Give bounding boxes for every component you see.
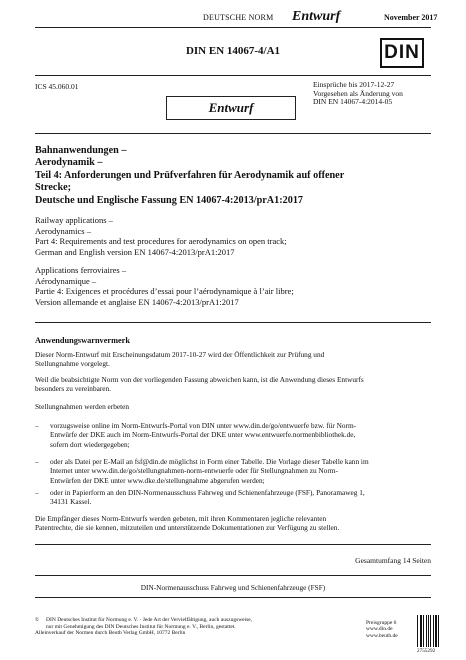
bullet-dash: – bbox=[35, 457, 39, 466]
warning-heading: Anwendungswarnvermerk bbox=[35, 336, 130, 345]
beuth-website: www.beuth.de bbox=[366, 632, 398, 639]
bullet-line: Entwürfe der DKE auch im Norm-Entwurfs-Portal der DKE unter www.entwuerfe.normenbibliothek.de, bbox=[50, 430, 356, 440]
entwurf-box: Entwurf bbox=[166, 96, 296, 120]
paragraph-line: Dieser Norm-Entwurf mit Erscheinungsdatum 2017-10-27 wird der Öffentlichkeit zur Prüfung und bbox=[35, 350, 325, 359]
din-website: www.din.de bbox=[366, 626, 393, 633]
replaces-note bbox=[313, 81, 403, 107]
paragraph-line: Die Empfänger dieses Norm-Entwurfs werden gebeten, mit ihren Kommentaren jegliche relevanten bbox=[35, 514, 327, 523]
header-date: November 2017 bbox=[384, 13, 438, 22]
comment-option bbox=[35, 421, 435, 451]
committee-name: DIN-Normenausschuss Fahrweg und Schienenfahrzeuge (FSF) bbox=[140, 583, 326, 592]
header-entwurf: Entwurf bbox=[292, 9, 341, 24]
warning-bottom-rule bbox=[35, 544, 431, 545]
comments-intro: Stellungnahmen werden erbeten bbox=[35, 402, 130, 411]
title-german bbox=[35, 145, 445, 207]
title-line: Strecke; bbox=[35, 182, 72, 194]
total-pages: Gesamtumfang 14 Seiten bbox=[355, 556, 431, 565]
title-english bbox=[35, 215, 445, 257]
replaces-line: Vorgesehen als Änderung von bbox=[313, 88, 403, 98]
bullet-dash: – bbox=[35, 421, 39, 430]
paragraph-line: Patentrechte, die sie kennen, mitzuteilen und unterstützende Dokumentationen zur Verfügung zu stellen. bbox=[35, 523, 340, 533]
warning-top-rule bbox=[35, 322, 431, 323]
title-line: Railway applications – bbox=[35, 215, 113, 225]
bullet-line: oder in Papierform an den DIN-Normenausschuss Fahrweg und Schienenfahrzeuge (FSF), Panoramaweg 1, bbox=[50, 488, 365, 497]
standard-number: DIN EN 14067-4/A1 bbox=[185, 45, 281, 57]
title-line: Part 4: Requirements and test procedures for aerodynamics on open track; bbox=[35, 236, 287, 247]
title-line: Teil 4: Anforderungen und Prüfverfahren für Aerodynamik auf offener bbox=[35, 169, 345, 181]
copyright-notice bbox=[35, 617, 335, 637]
din-logo: DIN bbox=[380, 38, 424, 68]
title-top-rule bbox=[35, 75, 431, 76]
replaces-line: DIN EN 14067-4:2014-05 bbox=[313, 97, 393, 106]
barcode-number: 2755292 bbox=[417, 648, 436, 654]
paragraph-line: besonders zu vereinbaren. bbox=[35, 384, 111, 394]
warning-paragraph bbox=[35, 350, 435, 369]
title-line: Aerodynamik – bbox=[35, 157, 103, 169]
price-group bbox=[366, 620, 412, 639]
bullet-line: sofern dort wiedergegeben; bbox=[50, 439, 130, 449]
warning-paragraph bbox=[35, 375, 435, 394]
title-line: Bahnanwendungen – bbox=[35, 145, 127, 156]
copyright-line: Alleinverkauf der Normen durch Beuth Verlag GmbH, 10772 Berlin bbox=[35, 630, 186, 637]
header-din-norm: DEUTSCHE NORM bbox=[203, 13, 274, 22]
copyright-line: © DIN Deutsches Institut für Normung e. V. · Jede Art der Vervielfältigung, auch auszugsweise, bbox=[35, 617, 253, 623]
committee-rule bbox=[35, 575, 431, 576]
paragraph-line: Stellungnahme vorgelegt. bbox=[35, 359, 110, 369]
title-line: Deutsche und Englische Fassung EN 14067-4:2013/prA1:2017 bbox=[35, 194, 304, 206]
title-line: Applications ferroviaires – bbox=[35, 265, 127, 275]
title-line: Aerodynamics – bbox=[35, 225, 91, 236]
copyright-line: nur mit Genehmigung des DIN Deutsches Institut für Normung e. V., Berlin, gestattet. bbox=[35, 623, 236, 630]
comment-option bbox=[35, 457, 435, 487]
title-french bbox=[35, 265, 445, 307]
bullet-line: vorzugsweise online im Norm-Entwurfs-Portal von DIN unter www.din.de/go/entwuerfe bzw. für Norm- bbox=[50, 421, 357, 430]
paragraph-line: Weil die beabsichtigte Norm von der vorliegenden Fassung abweichen kann, ist die Anwendung dieses Entwurfs bbox=[35, 375, 364, 384]
ics-code: ICS 45.060.01 bbox=[35, 82, 79, 91]
footer-rule bbox=[35, 597, 431, 598]
title-line: Version allemande et anglaise EN 14067-4:2013/prA1:2017 bbox=[35, 296, 239, 307]
patent-note bbox=[35, 514, 435, 533]
replaces-line: Einsprüche bis 2017-12-27 bbox=[313, 80, 395, 89]
comment-option bbox=[35, 488, 435, 508]
title-line: Partie 4: Exigences et procédures d’essai pour l’aérodynamique à l’air libre; bbox=[35, 286, 294, 297]
bullet-line: oder als Datei per E-Mail an fsf@din.de möglichst in Form einer Tabelle. Die Vorlage dieser Tabelle kann im bbox=[50, 457, 369, 466]
title-line: Aérodynamique – bbox=[35, 275, 97, 286]
header-rule bbox=[35, 27, 431, 28]
title-line: German and English version EN 14067-4:2013/prA1:2017 bbox=[35, 246, 235, 257]
barcode-icon bbox=[417, 615, 439, 647]
price-group-label: Preisgruppe 6 bbox=[366, 620, 397, 626]
bullet-dash: – bbox=[35, 488, 39, 497]
bullet-line: 34131 Kassel. bbox=[50, 497, 92, 507]
bullet-line: Entwürfen der DKE unter www.dke.de/stellungnahme abgerufen werden; bbox=[50, 475, 265, 485]
bullet-line: Internet unter www.din.de/go/stellungnahmen-norm-entwuerfe oder für Stellungnahmen zu Norm- bbox=[50, 466, 338, 476]
title-rule bbox=[35, 133, 431, 134]
